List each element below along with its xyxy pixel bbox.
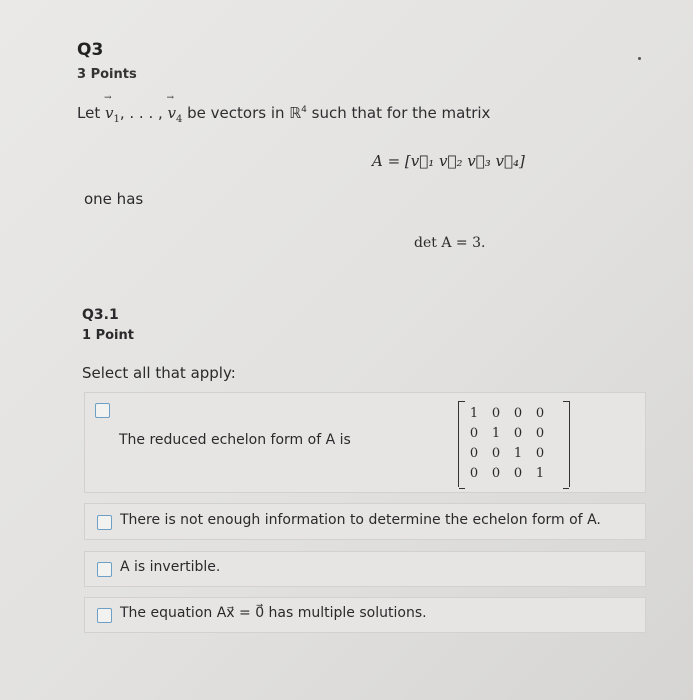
one-has-text: one has xyxy=(84,190,144,208)
vector-v4-letter: v xyxy=(167,104,177,122)
matrix-cell: 0 xyxy=(491,465,501,481)
matrix-cell: 1 xyxy=(469,405,479,421)
matrix-cell: 1 xyxy=(535,465,545,481)
matrix-row xyxy=(463,423,551,443)
dimension: 4 xyxy=(301,105,307,115)
matrix-cell: 0 xyxy=(491,405,501,421)
matrix-cell: 0 xyxy=(469,425,479,441)
intro-after: such that for the matrix xyxy=(306,104,491,122)
matrix-definition: A = [v⃗₁ v⃗₂ v⃗₃ v⃗₄] xyxy=(372,152,525,170)
matrix-cell: 0 xyxy=(469,445,479,461)
subquestion-title: Q3.1 xyxy=(82,307,119,323)
determinant-equation: det A = 3. xyxy=(414,235,486,251)
matrix-row xyxy=(463,403,551,423)
option-a-invertible[interactable] xyxy=(84,551,646,587)
vector-v1-letter: v xyxy=(104,104,114,122)
checkbox-option-2[interactable] xyxy=(97,515,112,530)
matrix-row xyxy=(463,443,551,463)
option-multiple-solutions[interactable] xyxy=(84,597,646,633)
vector-v4 xyxy=(167,104,183,125)
question-title: Q3 xyxy=(77,40,104,60)
checkbox-option-3[interactable] xyxy=(97,562,112,577)
matrix-cell: 0 xyxy=(513,465,523,481)
vector-v1 xyxy=(104,104,120,125)
select-all-instruction: Select all that apply: xyxy=(82,364,236,382)
question-intro xyxy=(77,104,490,125)
question-points: 3 Points xyxy=(77,67,137,82)
matrix-cell: 1 xyxy=(513,445,523,461)
identity-matrix xyxy=(458,401,570,487)
option-not-enough-info[interactable] xyxy=(84,503,646,540)
vector-v1-sub: 1 xyxy=(113,114,120,125)
option-reduced-echelon[interactable] xyxy=(84,392,646,493)
option-3-text: A is invertible. xyxy=(120,559,221,575)
checkbox-option-1[interactable] xyxy=(95,403,110,418)
matrix-cell: 0 xyxy=(535,425,545,441)
intro-ellipsis: , . . . , xyxy=(119,104,168,122)
decorative-dot xyxy=(638,57,641,60)
subquestion-points: 1 Point xyxy=(82,328,134,343)
matrix-cell: 1 xyxy=(491,425,501,441)
matrix-row xyxy=(463,463,551,483)
checkbox-option-4[interactable] xyxy=(97,608,112,623)
identity-matrix-table xyxy=(463,403,551,483)
intro-middle: be vectors in ℝ xyxy=(182,104,302,122)
matrix-cell: 0 xyxy=(491,445,501,461)
intro-before: Let xyxy=(77,104,105,122)
matrix-cell: 0 xyxy=(535,405,545,421)
option-1-text: The reduced echelon form of A is xyxy=(119,432,351,448)
matrix-cell: 0 xyxy=(513,405,523,421)
option-2-text: There is not enough information to determine the echelon form of A. xyxy=(120,512,601,528)
option-4-text: The equation Ax⃗ = 0⃗ has multiple solutions. xyxy=(120,605,427,621)
matrix-cell: 0 xyxy=(513,425,523,441)
matrix-cell: 0 xyxy=(535,445,545,461)
vector-v4-sub: 4 xyxy=(176,114,183,125)
matrix-cell: 0 xyxy=(469,465,479,481)
